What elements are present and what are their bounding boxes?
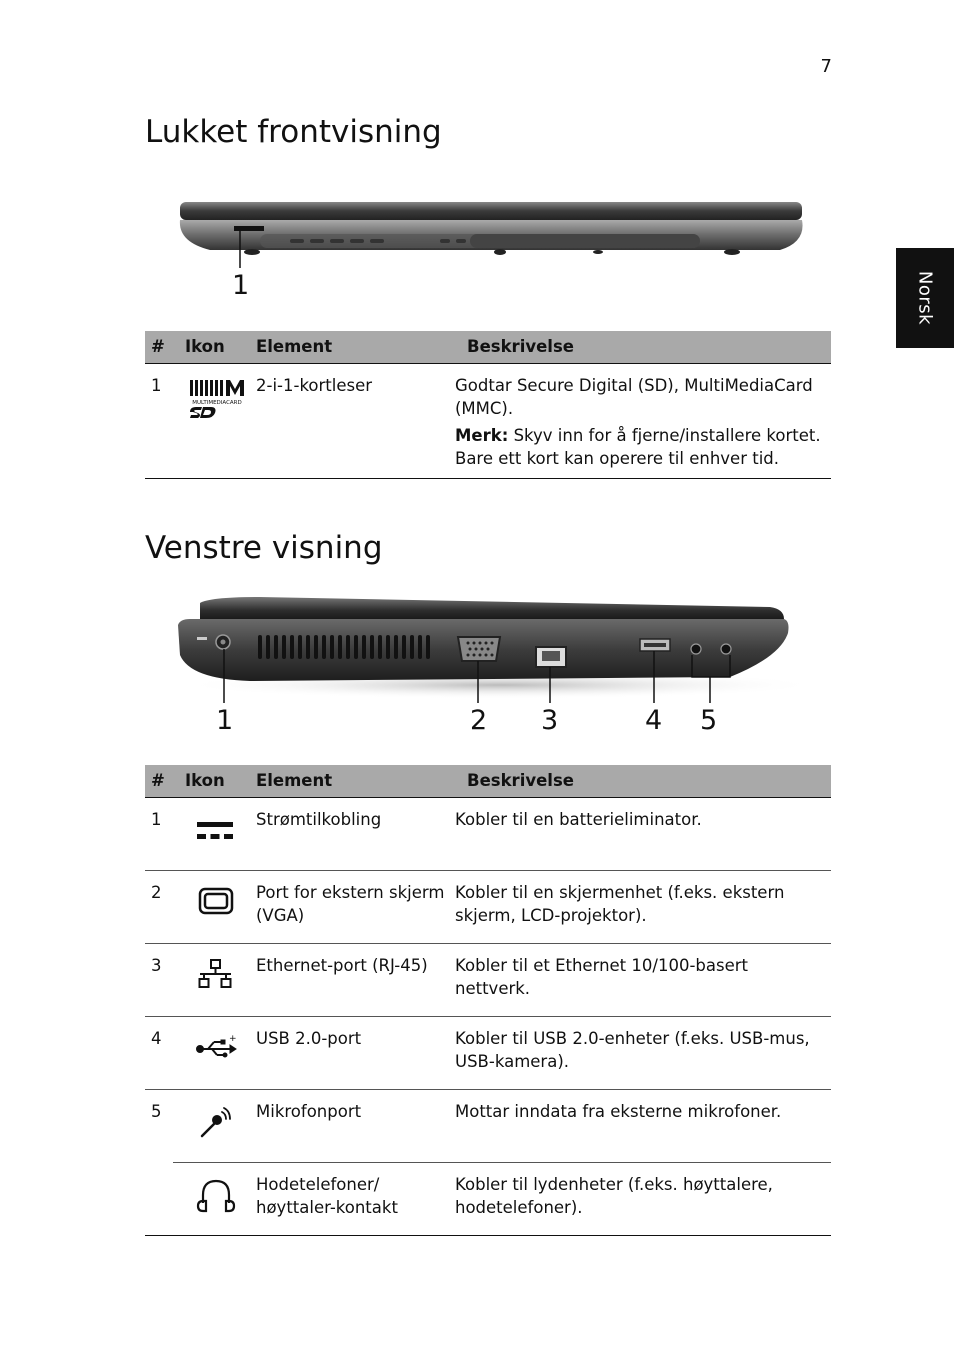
table-row <box>145 943 831 1016</box>
row-element: Strømtilkobling <box>256 797 455 870</box>
table-row <box>145 870 831 943</box>
ethernet-icon <box>180 954 250 1002</box>
table-row <box>145 1016 831 1089</box>
svg-text:+: + <box>228 1033 237 1044</box>
row-description: Godtar Secure Digital (SD), MultiMediaCard (MMC). <box>455 375 813 418</box>
row-description: Kobler til en skjermenhet (f.eks. ekstern skjerm, LCD-projektor). <box>455 870 831 943</box>
page-number: 7 <box>820 56 832 77</box>
row-element: Ethernet-port (RJ-45) <box>256 943 455 1016</box>
vga-port-icon <box>180 881 250 929</box>
front-view-table <box>145 331 831 479</box>
callout-left-4: 4 <box>645 705 663 736</box>
usb-icon <box>180 1027 250 1075</box>
dc-power-icon <box>180 808 250 856</box>
left-view-figure <box>170 585 820 745</box>
row-element: USB 2.0-port <box>256 1016 455 1089</box>
row-num: 3 <box>145 943 173 1016</box>
row-description: Kobler til et Ethernet 10/100-basert nettverk. <box>455 943 831 1016</box>
callout-left-1: 1 <box>216 705 234 736</box>
table-row <box>145 797 831 870</box>
row-num: 2 <box>145 870 173 943</box>
header-element: Element <box>256 331 455 363</box>
callout-left-2: 2 <box>470 705 488 736</box>
headphones-icon <box>180 1173 250 1221</box>
note-text: Skyv inn for å fjerne/installere kortet. Bare ett kort kan operere til enhver tid. <box>455 425 821 468</box>
header-icon: Ikon <box>173 765 256 797</box>
row-num: 1 <box>145 797 173 870</box>
section-title-front-view: Lukket frontvisning <box>145 114 442 150</box>
table-row <box>145 1089 831 1162</box>
table-row <box>145 363 831 478</box>
callout-left-5: 5 <box>700 705 718 736</box>
table-row <box>145 1162 831 1235</box>
multimediacard-sd-icon <box>180 374 250 422</box>
callout-front-1: 1 <box>232 270 250 301</box>
row-description: Mottar inndata fra eksterne mikrofoner. <box>455 1089 831 1162</box>
laptop-left-illustration <box>170 585 820 745</box>
row-num: 5 <box>151 1101 162 1121</box>
header-element: Element <box>256 765 455 797</box>
row-note <box>455 424 825 470</box>
language-tab <box>896 248 954 348</box>
row-description: Kobler til USB 2.0-enheter (f.eks. USB-mus, USB-kamera). <box>455 1016 831 1089</box>
front-view-figure <box>170 190 820 305</box>
section-title-left-view: Venstre visning <box>145 530 383 566</box>
row-description: Kobler til en batterieliminator. <box>455 797 831 870</box>
row-element: 2-i-1-kortleser <box>256 363 455 478</box>
header-num: # <box>145 765 173 797</box>
mmc-text: MULTIMEDIACARD <box>191 399 242 406</box>
row-element: Hodetelefoner/ høyttaler-kontakt <box>256 1162 455 1235</box>
row-num: 4 <box>145 1016 173 1089</box>
row-num <box>145 1162 173 1235</box>
header-num: # <box>145 331 173 363</box>
header-description: Beskrivelse <box>455 765 831 797</box>
row-num: 1 <box>145 363 173 478</box>
row-element: Mikrofonport <box>256 1089 455 1162</box>
callout-left-3: 3 <box>541 705 559 736</box>
language-tab-label: Norsk <box>914 270 936 326</box>
microphone-icon <box>180 1100 250 1148</box>
row-description: Kobler til lydenheter (f.eks. høyttalere, hodetelefoner). <box>455 1162 831 1235</box>
left-view-table <box>145 765 831 1236</box>
laptop-front-illustration <box>170 190 820 305</box>
row-element: Port for ekstern skjerm (VGA) <box>256 870 455 943</box>
header-icon: Ikon <box>173 331 256 363</box>
header-description: Beskrivelse <box>455 331 831 363</box>
note-label: Merk: <box>455 425 509 445</box>
